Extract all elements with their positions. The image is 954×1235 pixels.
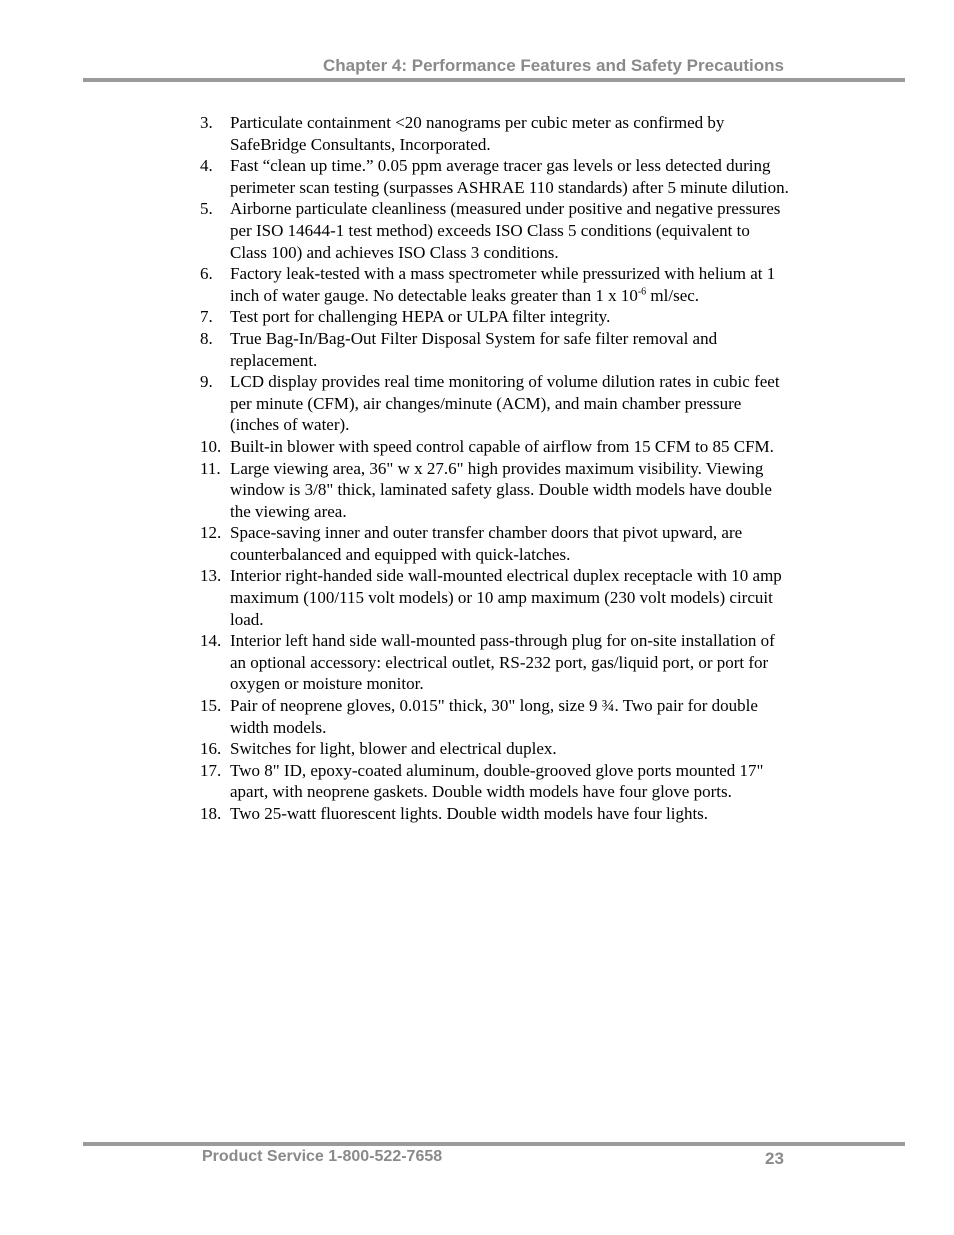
- item-number: 13.: [200, 566, 222, 586]
- product-service-phone: Product Service 1-800-522-7658: [202, 1148, 443, 1165]
- item-text: Space-saving inner and outer transfer chamber doors that pivot upward, are counterbalanced and equipped with quick-latches.: [230, 523, 743, 564]
- list-item: [200, 630, 790, 695]
- item-number: 16.: [200, 739, 222, 759]
- list-item: [200, 112, 790, 155]
- list-item: [200, 738, 790, 760]
- item-text-main: Factory leak-tested with a mass spectrometer while pressurized with helium at 1 inch of water gauge. No detectable leaks greater than 1 x 10: [230, 264, 776, 305]
- item-number: 11.: [200, 458, 221, 478]
- chapter-title: Chapter 4: Performance Features and Safety Precautions: [322, 56, 784, 75]
- item-text: Pair of neoprene gloves, 0.015" thick, 30" long, size 9 ¾. Two pair for double width models.: [230, 696, 758, 737]
- item-text: [230, 263, 790, 306]
- item-text: True Bag-In/Bag-Out Filter Disposal System for safe filter removal and replacement.: [230, 328, 718, 370]
- item-text: Two 25-watt fluorescent lights. Double width models have four lights.: [230, 804, 709, 823]
- item-number: 14.: [200, 631, 222, 651]
- item-text-tail: ml/sec.: [646, 285, 700, 305]
- item-text: Built-in blower with speed control capable of airflow from 15 CFM to 85 CFM.: [230, 436, 774, 456]
- feature-list: [200, 112, 790, 825]
- list-item: [200, 328, 790, 371]
- list-item: [200, 436, 790, 458]
- page-number: 23: [765, 1149, 784, 1168]
- item-number: 12.: [200, 523, 222, 543]
- item-number: 6.: [200, 264, 213, 284]
- item-number: 10.: [200, 436, 222, 456]
- item-number: 3.: [200, 113, 213, 132]
- item-number: 7.: [200, 307, 213, 327]
- item-text: LCD display provides real time monitoring of volume dilution rates in cubic feet per minute (CFM), air changes/minute (ACM), and main chamber pressure (inches of water).: [230, 372, 780, 435]
- item-text: Two 8" ID, epoxy-coated aluminum, double-grooved glove ports mounted 17" apart, with neoprene gaskets. Double width models have four glove ports.: [230, 760, 764, 802]
- item-number: 9.: [200, 372, 213, 392]
- item-number: 8.: [200, 328, 213, 348]
- list-item: [200, 565, 790, 630]
- list-item: [200, 306, 790, 328]
- item-text: Switches for light, blower and electrical duplex.: [230, 739, 557, 759]
- item-text: Particulate containment <20 nanograms per cubic meter as confirmed by SafeBridge Consultants, Incorporated.: [230, 113, 725, 154]
- item-text: Fast “clean up time.” 0.05 ppm average tracer gas levels or less detected during perimeter scan testing (surpasses ASHRAE 110 standards) after 5 minute dilution.: [230, 156, 789, 197]
- item-text: Large viewing area, 36" w x 27.6" high provides maximum visibility. Viewing window is 3/8" thick, laminated safety glass. Double width models have double the viewing area.: [230, 458, 772, 521]
- list-item: [200, 155, 790, 198]
- item-text: Airborne particulate cleanliness (measured under positive and negative pressures per ISO 14644-1 test method) exceeds ISO Class 5 conditions (equivalent to Class 100) and achieves ISO Class 3 conditions.: [230, 199, 781, 262]
- list-item: [200, 760, 790, 803]
- footer-divider: [83, 1142, 905, 1146]
- list-item: [200, 522, 790, 565]
- item-text: Interior left hand side wall-mounted pass-through plug for on-site installation of an optional accessory: electrical outlet, RS-232 port, gas/liquid port, or port for oxygen or moisture monitor.: [230, 631, 775, 694]
- list-item: [200, 198, 790, 263]
- item-number: 15.: [200, 696, 222, 716]
- list-item: [200, 371, 790, 436]
- list-item: [200, 458, 790, 523]
- header-divider: [83, 78, 905, 82]
- list-item: [200, 263, 790, 306]
- item-text: Test port for challenging HEPA or ULPA filter integrity.: [230, 307, 611, 327]
- item-text: Interior right-handed side wall-mounted electrical duplex receptacle with 10 amp maximum (100/115 volt models) or 10 amp maximum (230 volt models) circuit load.: [230, 566, 782, 629]
- exponent: -6: [637, 286, 647, 298]
- list-item: [200, 803, 790, 825]
- list-item: [200, 695, 790, 738]
- item-number: 5.: [200, 199, 213, 219]
- item-number: 17.: [200, 760, 222, 780]
- item-number: 18.: [200, 804, 222, 823]
- item-number: 4.: [200, 156, 213, 176]
